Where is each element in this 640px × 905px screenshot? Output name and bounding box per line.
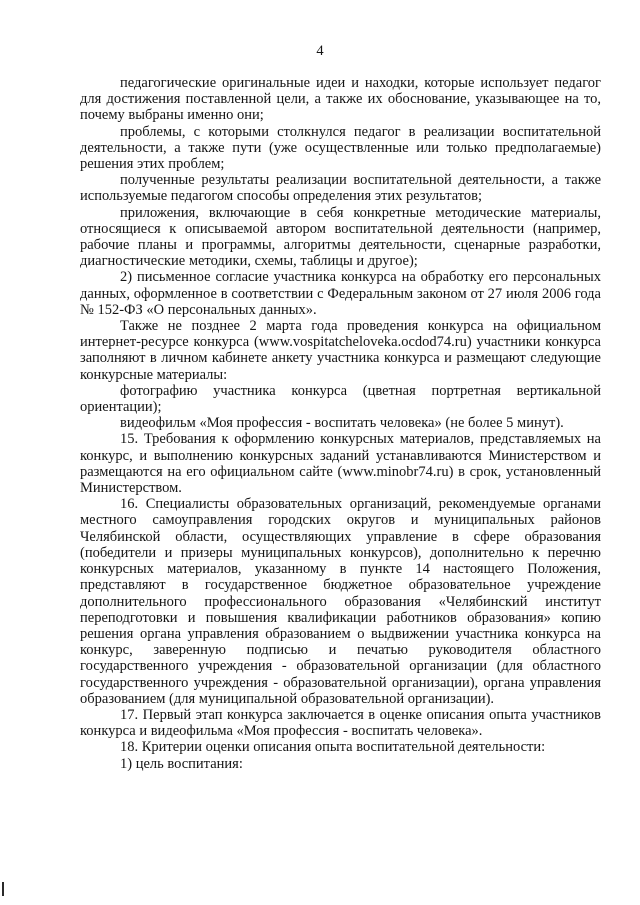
paragraph-item-18: 18. Критерии оценки описания опыта воспитательной деятельности:	[120, 739, 546, 756]
paragraph-online-submission: Также не позднее 2 марта года проведения конкурса на официальном интернет-ресурсе конкурса (www.vospitatcheloveka.ocdod74.ru) участники конкурса заполняют в личном кабинете анкету участника конкурса и размещают следующие конкурсные материалы:	[80, 318, 601, 383]
paragraph-consent: 2) письменное согласие участника конкурса на обработку его персональных данных, оформленное в соответствии с Федеральным законом от 27 июля 2006 года № 152-ФЗ «О персональных данных».	[80, 269, 601, 318]
paragraph-appendices: приложения, включающие в себя конкретные методические материалы, относящиеся к описываемой автором воспитательной деятельности (например, рабочие планы и программы, алгоритмы деятельности, сценарные разработки, диагностические методики, схемы, таблицы и другое);	[80, 204, 601, 270]
paragraph-problems: проблемы, с которыми столкнулся педагог в реализации воспитательной деятельности, а также пути (уже осуществленные или только предполагаемые) решения этих проблем;	[80, 123, 601, 173]
paragraph-results: полученные результаты реализации воспитательной деятельности, а также используемые педагогом способы определения этих результатов;	[80, 172, 601, 205]
document-body	[80, 75, 601, 772]
paragraph-photo: фотографию участника конкурса (цветная портретная вертикальной ориентации);	[80, 382, 601, 416]
paragraph-item-16: 16. Специалисты образовательных организаций, рекомендуемые органами местного самоуправления городских округов и муниципальных районов Челябинской области, осуществляющих управление в сфере образования (победители и призеры муниципальных конкурсов), дополнительно к перечню конкурсных материалов, указанному в пункте 14 настоящего Положения, представляют в государственное бюджетное образовательное учреждение дополнительного профессионального образования «Челябинский институт переподготовки и повышения квалификации работников образования» копию решения органа управления образованием о выдвижении участника конкурса на конкурс, заверенную подписью и печатью руководителя областного государственного учреждения - образовательной организации (для областного государственного учреждения - образовательной организации), органа управления образованием (для муниципальной образовательной организации).	[80, 496, 601, 707]
paragraph-pedagogical-ideas: педагогические оригинальные идеи и находки, которые использует педагог для достижения поставленной цели, а также их обоснование, указывающее на то, почему выбраны именно они;	[80, 75, 601, 124]
paragraph-item-15: 15. Требования к оформлению конкурсных материалов, представляемых на конкурс, и выполнению конкурсных заданий устанавливаются Министерством и размещаются на его официальном сайте (www.minobr74.ru) в срок, установленный Министерством.	[80, 431, 601, 497]
page-number: 4	[316, 43, 324, 59]
paragraph-item-17: 17. Первый этап конкурса заключается в оценке описания опыта участников конкурса и видеофильма «Моя профессия - воспитать человека».	[80, 706, 601, 740]
paragraph-video: видеофильм «Моя профессия - воспитать человека» (не более 5 минут).	[120, 415, 564, 432]
scan-edge-mark	[2, 882, 4, 896]
paragraph-goal: 1) цель воспитания:	[120, 755, 243, 772]
